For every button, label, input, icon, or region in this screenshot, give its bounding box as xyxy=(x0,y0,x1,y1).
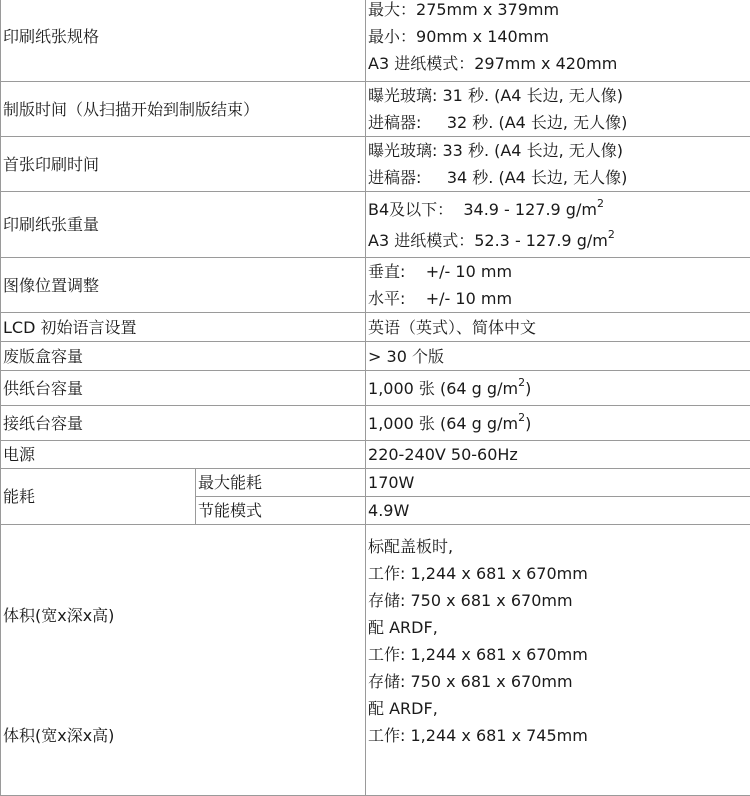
value-line: 曝光玻璃: 33 秒. (A4 长边, 无人像) xyxy=(368,137,750,164)
weight-text: B4及以下： 34.9 - 127.9 g/m xyxy=(368,200,597,219)
value-line: 进稿器: 34 秒. (A4 长边, 无人像) xyxy=(368,164,750,191)
row-label: 印刷纸张规格 xyxy=(1,0,366,82)
superscript: 2 xyxy=(518,411,525,424)
capacity-end: ) xyxy=(525,379,531,398)
value-line: 配 ARDF, xyxy=(368,695,750,722)
capacity-text: 1,000 张 (64 g g/m xyxy=(368,414,518,433)
row-label: 废版盒容量 xyxy=(1,342,366,371)
value-line: 最小：90mm x 140mm xyxy=(368,23,750,50)
table-row xyxy=(1,406,750,441)
row-label: 接纸台容量 xyxy=(1,406,366,441)
value-line: 进稿器: 32 秒. (A4 长边, 无人像) xyxy=(368,109,750,136)
row-value: 4.9W xyxy=(366,497,750,525)
table-row xyxy=(1,0,750,82)
capacity-text: 1,000 张 (64 g g/m xyxy=(368,379,518,398)
table-row xyxy=(1,525,750,796)
row-label: 图像位置调整 xyxy=(1,258,366,313)
table-row xyxy=(1,313,750,342)
table-row xyxy=(1,82,750,137)
table-row xyxy=(1,258,750,313)
dimension-label: 体积(宽x深x高) xyxy=(3,722,365,749)
row-value: > 30 个版 xyxy=(366,342,750,371)
sub-label: 最大能耗 xyxy=(196,469,366,497)
value-line: 工作: 1,244 x 681 x 670mm xyxy=(368,560,750,587)
capacity-end: ) xyxy=(525,414,531,433)
value-line: 存储: 750 x 681 x 670mm xyxy=(368,587,750,614)
row-label: 电源 xyxy=(1,441,366,469)
superscript: 2 xyxy=(608,228,615,241)
value-line: 工作: 1,244 x 681 x 745mm xyxy=(368,722,750,749)
value-line: 最大：275mm x 379mm xyxy=(368,0,750,23)
row-value: 220-240V 50-60Hz xyxy=(366,441,750,469)
row-value xyxy=(366,82,750,137)
value-line: 存储: 750 x 681 x 670mm xyxy=(368,668,750,695)
table-row xyxy=(1,469,750,497)
row-label: 首张印刷时间 xyxy=(1,137,366,192)
value-line: A3 进纸模式：297mm x 420mm xyxy=(368,50,750,77)
row-value xyxy=(366,192,750,258)
sub-label: 节能模式 xyxy=(196,497,366,525)
row-value xyxy=(366,0,750,82)
value-line: 垂直: +/- 10 mm xyxy=(368,258,750,285)
row-label xyxy=(1,525,366,796)
row-label: 制版时间（从扫描开始到制版结束） xyxy=(1,82,366,137)
value-line: 标配盖板时, xyxy=(368,533,750,560)
row-value: 英语（英式）、简体中文 xyxy=(366,313,750,342)
row-value xyxy=(366,137,750,192)
table-row xyxy=(1,342,750,371)
row-value: 170W xyxy=(366,469,750,497)
table-row xyxy=(1,137,750,192)
dimension-label: 体积(宽x深x高) xyxy=(3,602,365,629)
value-line: 水平: +/- 10 mm xyxy=(368,285,750,312)
value-line xyxy=(368,225,750,256)
table-row xyxy=(1,441,750,469)
row-value xyxy=(366,258,750,313)
table-row xyxy=(1,371,750,406)
superscript: 2 xyxy=(518,376,525,389)
row-value xyxy=(366,525,750,796)
row-value xyxy=(366,371,750,406)
row-label: 印刷纸张重量 xyxy=(1,192,366,258)
row-label: LCD 初始语言设置 xyxy=(1,313,366,342)
value-line: 配 ARDF, xyxy=(368,614,750,641)
row-label: 能耗 xyxy=(1,469,196,525)
weight-text: A3 进纸模式：52.3 - 127.9 g/m xyxy=(368,231,608,250)
value-line: 曝光玻璃: 31 秒. (A4 长边, 无人像) xyxy=(368,82,750,109)
row-value xyxy=(366,406,750,441)
value-line: 工作: 1,244 x 681 x 670mm xyxy=(368,641,750,668)
value-line xyxy=(368,194,750,225)
table-row xyxy=(1,192,750,258)
row-label: 供纸台容量 xyxy=(1,371,366,406)
superscript: 2 xyxy=(597,197,604,210)
